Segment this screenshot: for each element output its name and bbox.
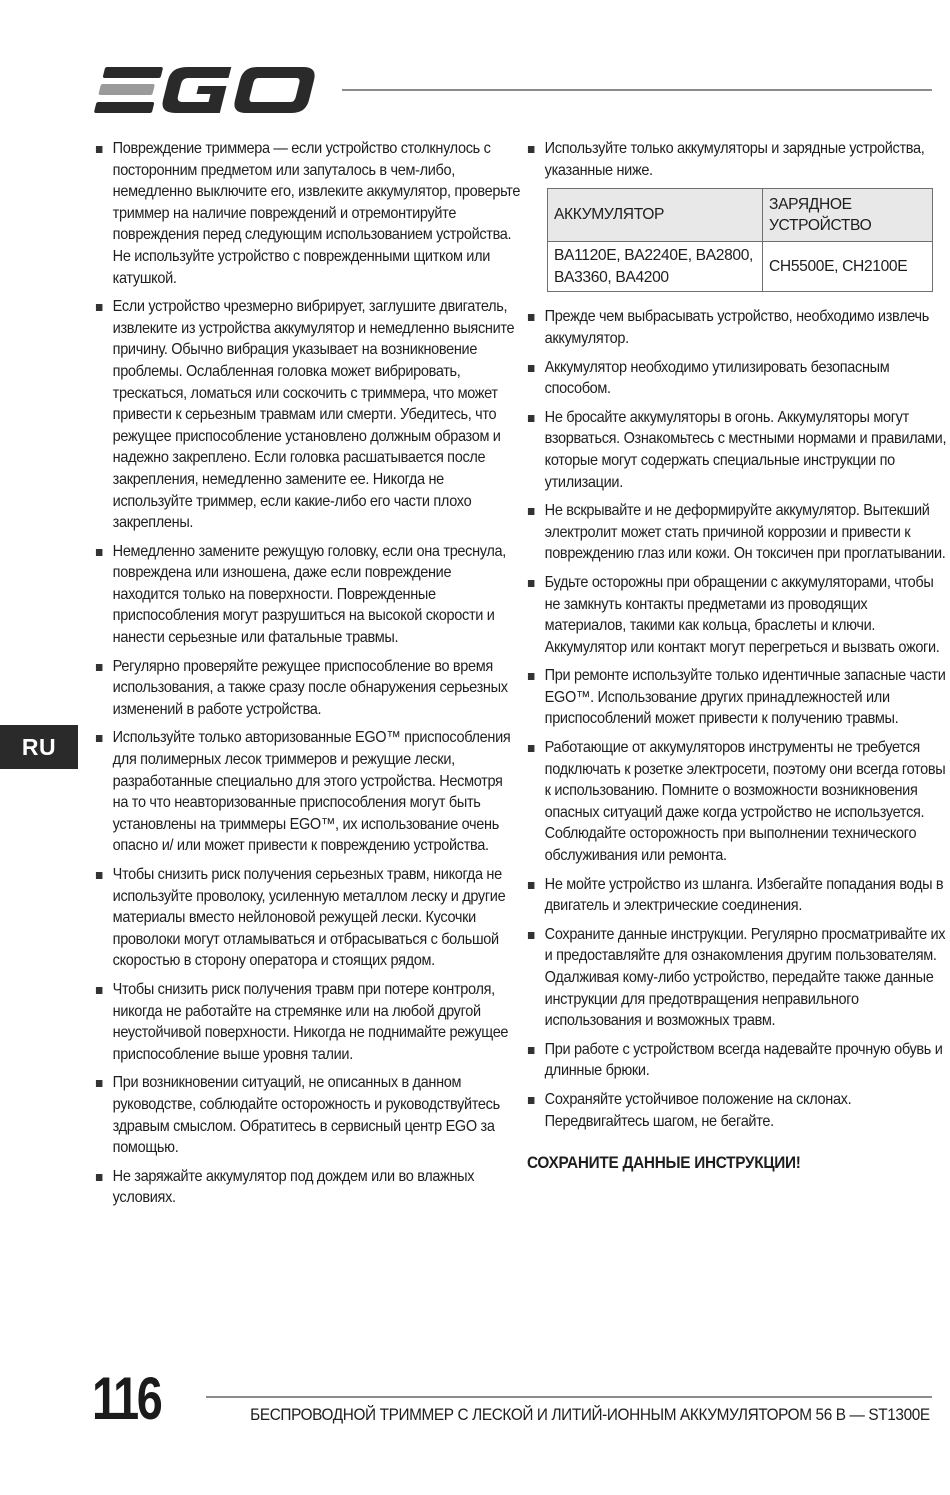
battery-charger-table [547, 188, 933, 292]
list-item: Если устройство чрезмерно вибрирует, заглушите двигатель, извлеките из устройства аккумулятор и немедленно выясните причину. Обычно вибрация указывает на возникновение проблемы. Ослабленная головка может вибрировать, трескаться, ломаться или соскочить с триммера, что может привести к серьезным травмам или смерти. Убедитесь, что режущее приспособление установлено должным образом и надежно закреплено. Если головка расшатывается после закрепления, немедленно замените ее. Никогда не используйте триммер, если какие-либо его части плохо закреплены. [95, 296, 521, 534]
list-item: Используйте только аккумуляторы и зарядные устройства, указанные ниже. [527, 138, 950, 181]
page-number: 116 [92, 1365, 161, 1432]
right-column [527, 138, 947, 1173]
list-item: Будьте осторожны при обращении с аккумуляторами, чтобы не замкнуть контакты предметами из проводящих материалов, такими как кольца, браслеты и ключи. Аккумулятор или контакт могут перегреться и вызвать ожоги. [527, 572, 950, 658]
footer-title: БЕСПРОВОДНОЙ ТРИММЕР С ЛЕСКОЙ И ЛИТИЙ-ИОННЫМ АККУМУЛЯТОРОМ 56 В — ST1300E [250, 1406, 930, 1424]
header-rule [342, 89, 932, 91]
safety-list-right [527, 306, 947, 1132]
table-header-battery: АККУМУЛЯТОР [548, 189, 763, 242]
list-item: Чтобы снизить риск получения травм при потере контроля, никогда не работайте на стремянке или на любой другой неустойчивой поверхности. Никогда не поднимайте режущее приспособление выше уровня талии. [95, 979, 521, 1065]
ego-logo [92, 64, 320, 116]
list-item: При ремонте используйте только идентичные запасные части EGO™. Использование других принадлежностей или приспособлений может привести к получению травмы. [527, 665, 950, 730]
list-item: Не вскрывайте и не деформируйте аккумулятор. Вытекший электролит может стать причиной коррозии и привести к повреждению глаз или кожи. Он токсичен при проглатывании. [527, 500, 950, 565]
list-item: Не мойте устройство из шланга. Избегайте попадания воды в двигатель и электрические соединения. [527, 874, 950, 917]
list-item: Используйте только авторизованные EGO™ приспособления для полимерных лесок триммеров и режущие лески, разработанные специально для этого устройства. Несмотря на то что неавторизованные приспособления могут быть установлены на триммеры EGO™, их использование очень опасно и/ или может привести к повреждению устройства. [95, 727, 521, 857]
list-item: Повреждение триммера — если устройство столкнулось с посторонним предметом или запуталось в чем-либо, немедленно выключите его, извлеките аккумулятор, проверьте триммер на наличие повреждений и отремонтируйте повреждения перед следующим использованием устройства. Не используйте устройство с поврежденными щитком или катушкой. [95, 138, 521, 289]
left-column [95, 138, 521, 1216]
list-item: Прежде чем выбрасывать устройство, необходимо извлечь аккумулятор. [527, 306, 950, 349]
list-item: Работающие от аккумуляторов инструменты не требуется подключать к розетке электросети, поэтому они всегда готовы к использованию. Помните о возможности возникновения опасных ситуаций даже когда устройство не используется. Соблюдайте осторожность при выполнении технического обслуживания или ремонта. [527, 737, 950, 867]
list-item: Регулярно проверяйте режущее приспособление во время использования, а также сразу после обнаружения серьезных изменений в работе устройства. [95, 656, 521, 721]
footer-rule [206, 1396, 932, 1398]
safety-list-right-intro [527, 138, 935, 181]
safety-list-left [95, 138, 521, 1209]
table-cell-chargers: CH5500E, CH2100E [763, 242, 933, 292]
list-item: Сохраните данные инструкции. Регулярно просматривайте их и предоставляйте для ознакомления другим пользователям. Одалживая кому-либо устройство, передайте также данные инструкции для предотвращения неправильного использования и возможных травм. [527, 924, 950, 1032]
save-instructions-note: СОХРАНИТЕ ДАННЫЕ ИНСТРУКЦИИ! [527, 1154, 801, 1173]
list-item: При работе с устройством всегда надевайте прочную обувь и длинные брюки. [527, 1039, 950, 1082]
language-tab: RU [0, 725, 78, 769]
list-item: Не заряжайте аккумулятор под дождем или во влажных условиях. [95, 1166, 521, 1209]
table-cell-batteries: BA1120E, BA2240E, BA2800, BA3360, BA4200 [548, 242, 763, 292]
list-item: Не бросайте аккумуляторы в огонь. Аккумуляторы могут взорваться. Ознакомьтесь с местными нормами и правилами, которые могут содержать специальные инструкции по утилизации. [527, 407, 950, 493]
list-item: Сохраняйте устойчивое положение на склонах. Передвигайтесь шагом, не бегайте. [527, 1089, 950, 1132]
list-item: Немедленно замените режущую головку, если она треснула, повреждена или изношена, даже если повреждение находится только на поверхности. Поврежденные приспособления могут разрушиться на высокой скорости и нанести серьезные или фатальные травмы. [95, 541, 521, 649]
list-item: Аккумулятор необходимо утилизировать безопасным способом. [527, 357, 950, 400]
list-item: При возникновении ситуаций, не описанных в данном руководстве, соблюдайте осторожность и руководствуйтесь здравым смыслом. Обратитесь в сервисный центр EGO за помощью. [95, 1072, 521, 1158]
list-item: Чтобы снизить риск получения серьезных травм, никогда не используйте проволоку, усиленную металлом леску и другие материалы вместо нейлоновой режущей лески. Кусочки проволоки могут отламываться и отбрасываться с большой скоростью в сторону оператора и стоящих рядом. [95, 864, 521, 972]
table-header-row [548, 189, 933, 242]
table-row [548, 242, 933, 292]
table-header-charger: ЗАРЯДНОЕ УСТРОЙСТВО [763, 189, 933, 242]
